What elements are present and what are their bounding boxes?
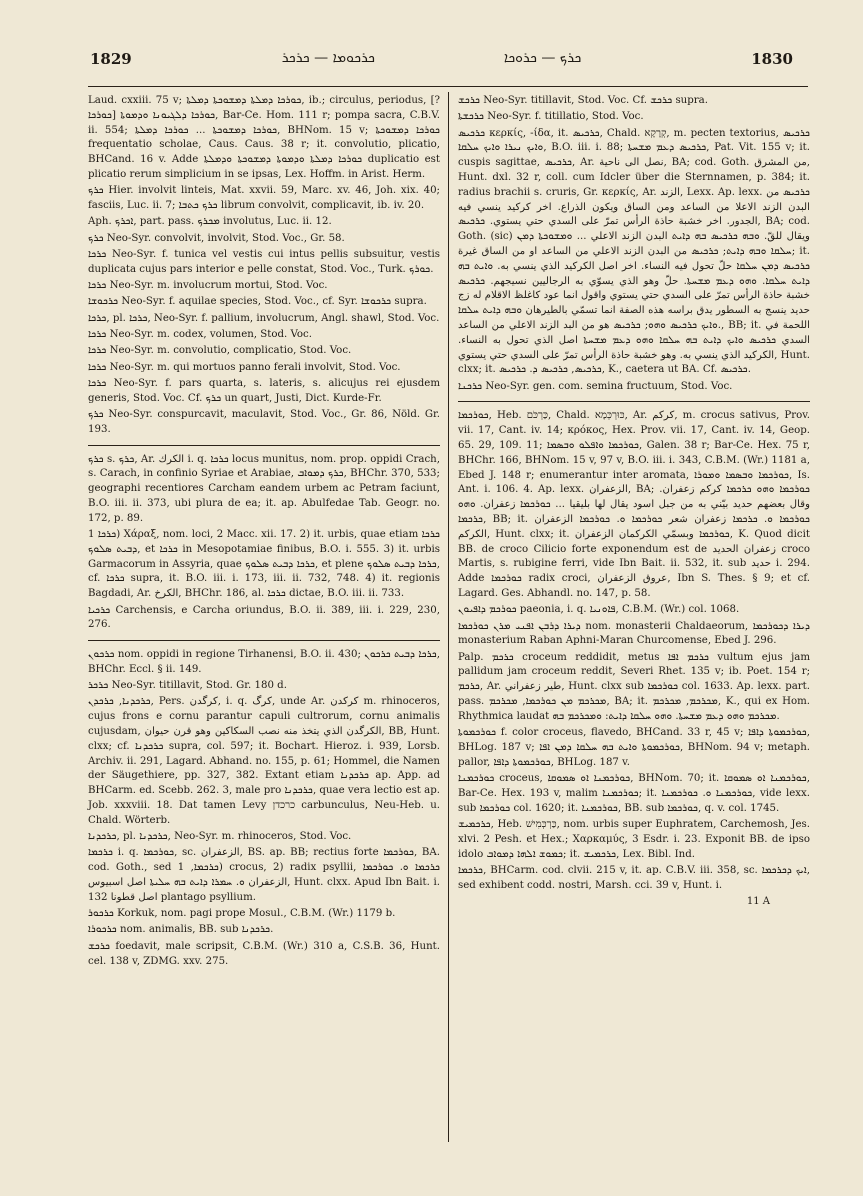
dictionary-entry: ܟܪܟܫ Neo-Syr. titillavit, Stod. Voc. Cf. ܟܪܟܫ supra. [458, 95, 708, 106]
section-rule [458, 401, 810, 402]
dictionary-entry: ܟܪܟܘܪ Korkuk, nom. pagi prope Mosul., C.B.M. (Wr.) 1179 b. [88, 908, 396, 920]
dictionary-entry: ܟܘܪܟܡ ܕܐܦܝܘܢ paeonia, i. q. ܦܐܘܢܝܐ, C.B.M. (Wr.) col. 1068. [458, 604, 740, 616]
dictionary-entry: Aph. ܐܟܪܟ, part. pass. ܡܟܪܟ involutus, Luc. ii. 12. [88, 216, 332, 228]
dictionary-entry: ܟܪܟܘܫܐ Neo-Syr. f. aquilae species, Stod. Voc., cf. Syr. ܟܪܟܘܫܐ supra. [88, 296, 427, 308]
running-title-right: ܟܪܟܘܡܐ — ܟܪܟܪ [281, 50, 375, 66]
running-title [0, 50, 863, 66]
dictionary-entry: ܟܪܟܐ, pl. ܟܪܟܐ, Neo-Syr. f. pallium, involucrum, Angl. shawl, Stod. Voc. [88, 312, 440, 324]
left-column [88, 94, 440, 971]
dictionary-entry: ܟܪܟܐ Neo-Syr. m. qui mortuos panno ferali involvit, Stod. Voc. [88, 361, 401, 373]
left-entries-c [88, 648, 440, 969]
dictionary-entry: ܟܪܟܘܪܐ nom. animalis, BB. sub ܟܪܟܕܢܐ. [88, 924, 274, 936]
dictionary-entry: ܟܪܟܐ Neo-Syr. m. codex, volumen, Stod. Voc. [88, 328, 312, 340]
section-rule [88, 640, 440, 641]
section-rule [88, 445, 440, 446]
dictionary-entry: ܟܪܟܫܬܐ Neo-Syr. f. titillatio, Stod. Voc. [458, 111, 644, 123]
dictionary-entry: ܟܪܟܐ 1) Χάραξ, nom. loci, 2 Macc. xii. 17. 2) it. urbis, quae etiam ܟܪܟܐ ܕܒܝܬ ܣܠܘܟ, et ܟܪܟܐ in Mesopotamiae finibus, B.O. i. 555. 3) it. urbis Garmacorum in Assyria, quae ܟܪܟܐ ܕܒܝܬ ܣܠܘܟ, et plene ܟܪܟܐ ܕܒܝܬ ܣܠܘܟ, cf. ܟܪܟܐ supra, it. B.O. iii. i. 173, iii. ii. 732, 748. 4) it. regionis Bagdadi, Ar. الكرخ, BHChr. 186, al. ܟܪܟܐ dictae, B.O. iii. ii. 733. [88, 529, 440, 600]
dictionary-entry: ܟܪܟ Neo-Syr. conspurcavit, maculavit, Stod. Voc., Gr. 86, Nöld. Gr. 193. [88, 408, 440, 435]
dictionary-entry: ܟܘܪܟܡܢܐ croceus, ܟܘܪܟܡܢܐ ܐܘ ܣܡܘܩܐ, BHNom. 70; it. ܟܘܪܟܡܢܐ ܐܘ ܣܡܘܩܐ, Bar-Ce. Hex. 193 v, malim ܟܘܪܟܡܢܐ; it. ܟܘܪܟܡܢܐ ܘ. ܟܘܪܟܡܢܐ, vide lexx. sub ܟܘܪܟܡܐ col. 1620; it. ܟܘܪܟܡܢܐ, BB. sub ܟܘܪܟܡܐ, q. v. col. 1745. [458, 773, 810, 814]
right-column [458, 94, 810, 910]
dictionary-entry: ܟܪܟܫ foedavit, male scripsit, C.B.M. (Wr.) 310 a, C.S.B. 36, Hunt. cel. 138 v, ZDMG. xxv. 275. [88, 940, 440, 967]
dictionary-entry: Palp. ܟܪܟܡ croceum reddidit, metus ܟܪܟܡ ܐܦܐ vultum ejus jam pallidum jam croceum reddit, Severi Rhet. 135 v; ib. Poet. 154 r; ܟܪܟܡ, Ar. طير زعفراني, Hunt. clxx sub ܟܘܪܟܡܐ col. 1633. Ap. lexx. part. pass. ܡܟܪܟܡ ܡܢ ܟܘܪܟܡܐ, ܡܟܪܟܡ, BA; it. ܡܟܪܟܡ, ܡܟܪܟܡ, K., qui ex Hom. Rhythmica laudat ܡܟܪܟܡ ܘܗܘ ܕܥܡ ܡܫܚܬܐ. ܘܗܘ ܚܠܩܐ ܕܐܝܬ: ܘܡܟܪܟܡ ܒܗ. [458, 651, 811, 722]
dictionary-entry: ܟܪܟܡܐ i. q. ܟܘܪܟܡܐ, sc. الزعفران, BS. ap. BB; rectius forte ܟܘܪܟܡܐ, BA. cod. Goth., sed ܟܪܟܡܐ, 1) crocus, 2) radix psyllii, ܟܪܟܡܐ ܘ. ܟܘܪܟܡܐ الزعفران ܘ. ܚܡܪܐ ܕܐܝܬ ܒܗ ܚܠܝܬܐ اصل اسبيوس, Hunt. clxx. Apud Ibn Bait. i. 132 اصل قطونا plantago psyllium. [88, 847, 441, 903]
dictionary-entry: ܟܪܟܐ Neo-Syr. f. tunica vel vestis cui intus pellis subsuitur, vestis duplicata cujus pars interior e pelle constat, Stod. Voc., Turk. ܟܘܪܟ. [88, 248, 440, 275]
left-entries-a [88, 94, 440, 438]
dictionary-entry: ܟܪܟ Hier. involvit linteis, Mat. xxvii. 59, Marc. xv. 46, Joh. xix. 40; fasciis, Luc. ii. 7; ܟܪܟ ܟܬܒܐ librum convolvit, complicavit, ib. iv. 20. [88, 185, 440, 212]
dictionary-entry: ܟܪܟ Neo-Syr. convolvit, involvit, Stod. Voc., Gr. 58. [88, 232, 345, 244]
dictionary-entry: ܟܪܟܐ Neo-Syr. m. involucrum mortui, Stod. Voc. [88, 280, 328, 292]
right-page-number: 1830 [751, 50, 793, 68]
printer-signature: 11 A [746, 896, 770, 908]
column-divider [448, 92, 449, 1142]
dictionary-entry: ܟܪܟܡܐ, BHCarm. cod. clvii. 215 v, it. ap. C.B.V. iii. 358, sc. ܐܝܟ ܕܟܪܟܡܐ, sed exhibent codd. nostri, Marsh. cci. 39 v, Hunt. i. [458, 864, 811, 891]
dictionary-entry: ܟܪܟܕܢܐ, pl. ܟܪܟܕܢܐ, Neo-Syr. m. rhinoceros, Stod. Voc. [88, 831, 352, 843]
left-page-number: 1829 [90, 50, 132, 68]
dictionary-entry: ܟܪܟܪ Neo-Syr. titillavit, Stod. Gr. 180 d. [88, 680, 287, 692]
dictionary-entry: ܟܪܟܘܢ nom. oppidi in regione Tirhanensi, B.O. ii. 430; ܟܪܟܐ ܕܒܝܬ ܟܪܟܘܢ, BHChr. Eccl. § ii. 149. [88, 649, 440, 675]
dictionary-entry: Laud. cxxiii. 75 v; ܟܘܪܟܐ ܕܡܠܬܐ ܕܡܫܘܟܬܐ ܕܡܠܬܐ, ib.; circulus, periodus, [? ܟܘܪܟܐ] ܟܘܪܟܐ ܕܠܓܝܘܢܐ ܘܕܡܘܬܐ, Bar-Ce. Hom. 111 r; pompa sacra, C.B.V. ii. 554; ܟܘܪܟܐ ܕܡܫܘܟܬܐ ... ܟܘܪܟܐ ܕܡܠܬܐ, BHNom. 15 v; ܟܘܪܟܐ ܕܡܫܘܟܬܐ frequentatio scholae, Caus. Caus. 38 r; it. convolutio, plicatio, BHCand. 16 v. Adde ܟܘܪܟܐ ܕܡܠܬܐ ܘܕܡܘܬܐ ܕܡܫܘܟܬܐ ܘܕܡܠܬܐ duplicatio est plicatio rerum simplicium in se ipsas, Lex. Hoffm. in Arist. Herm. [88, 95, 441, 180]
dictionary-entry: ܟܪܟܕܢܐ, ܟܪܟܕܢ, Pers. كرگدن, i. q. كرگ, unde Ar. كركدن m. rhinoceros, cujus frons e cornu parantur capuli cultrorum, cornu animalis cujusdam, الكرگدن الذي يتخذ منه نصب السكاكين وهو قرن حيوان, BB, Hunt. clxx; cf. ܟܪܟܕܢܐ supra, col. 597; it. Bochart. Hieroz. i. 939, Lorsb. Archiv. ii. 291, Lagard. Abhand. no. 155, p. 61; Hommel, die Namen der Säugethiere, pp. 327, 382. Extant etiam ܟܪܟܕܢܐ ap. App. ad BHCarm. ed. Scebb. 262. 3, male pro ܟܪܟܕܢܐ, quae vera lectio est ap. Job. xxxviii. 18. Dat tamen Levy כרכדן carbunculus, Neu-Heb. u. Chald. Wörterb. [88, 696, 441, 826]
header-rule [88, 86, 808, 87]
running-title-left: ܟܪܟ — ܟܪܘܟܐ [503, 50, 582, 66]
dictionary-entry: ܟܪܟܝܐ Carchensis, e Carcha oriundus, B.O. ii. 389, iii. i. 229, 230, 276. [88, 604, 440, 631]
dictionary-entry: ܟܪܟܡܝܫ, Heb. כַּרְכְּמִישׁ, nom. urbis super Euphratem, Carchemosh, Jes. xlvi. 2 Pesh. et Hex.; Χαρκαμύς, 3 Esdr. i. 23. Exponit BB. de ipso idolo ܟܡܘܫ ܐܠܗܐ ܕܡܘܐܒ; it. ܟܪܟܡܝܫ, Lex. Bibl. Ind. [458, 818, 811, 860]
dictionary-entry: ܟܪܟܢܐ Neo-Syr. gen. com. semina fructuum, Stod. Voc. [458, 380, 733, 392]
right-entries-a [458, 94, 810, 394]
dictionary-entry: ܟܪܟܝܣ κερκίς, -ίδα, it. ܟܪܟܝܣ, Chald. קְרָקָא, m. pecten textorius, ܟܪܟܝܣ ܘܐܝܟ ܢܝܪܐ ܘܐܝܟ ܚܠܩܐ, B.O. iii. i. 88; ܟܪܟܝܣ ܕܥܡ ܡܫܚܬܐ, Pat. Vit. 155 v; it. cuspis sagittae, ܟܪܟܝܣ, Ar. نصل الى ناحية, BA; cod. Goth. من المشرق, Hunt. dxl. 32 r, coll. cum Idcler über die Sternnamen, p. 384; it. radius brachii s. cruris, Gr. κερκίς, Ar. الزند, Lexx. Ap. lexx. ܟܪܟܝܣ من البدن الزند الاعلا من الساعد ومن الساق ويكون الذراع. اخر كركيد ينسي فيه الجدور. اخر خشبة حاذة الرأس تمرّ على السدي حتي يستوي. ܟܪܟܝܣ, BA; cod. Goth. (sic) ويقال للقّ. ܘܒܗ ܟܪܟܝܣ ܒܗ ܕܐܝܬ البدن الزند الاعلي ... ܘܡܫܘܟܬܐ ܕܡܢ ܚܠܩܐ ܘܒܗ ܕܐܝܬ; ܟܪܟܝܣ من البدن الزند الاعلي من الساعد او من الساق غيرة; it. ܟܪܟܝܣ ܕܡܢ ܚܠܩܐ حلّ تحول فيه النساء. اخر اصل الكركيد الذي ينسي به. ܘܐܝܬ ܒܗ ܕܐܝܬ ܚܠܩܐ. ܘܗܘ ܕܥܡ ܡܫܚܬܐ. حلّ وهو الذي يسوّي به الرجاليين نسيجهم. ܟܪܟܝܣ خشبة حاذة الرأس تمرّ على السدي حتي يستوي واقول انما عود كاغلظ الاقلام له زج حديد ينسج به السطور يدق براسه هذه الصفة انما تسمّي بالطيرهان ܘܒܗ ܕܐܝܬ ܚܠܩܐ ܘܐܝܟ ܟܪܟܝܣ ܘܗܘ; ܟܪܟܝܣ هو من البد الزند الاعلي من الساعد., BB; it. اللحمة في السدي ܟܪܟܝܣ ܘܐܝܟ ܕܐܝܬ ܒܗ ܚܠܩܐ ܘܗܘ ܕܥܡ ܡܫܚܬܐ اصل الذي تحول به النساء. الكركيد الذي ينسي به. وهو خشبة حاذة الرأس تمرّ على السدي حتي يستوي, Hunt. clxx; it. ܟܪܟܝܣ, ܟܪܟܝܣ ܕ. ܟܪܟܝܣ, K., caetera ut BA. Cf. ܟܪܟܝܣ. [458, 127, 811, 376]
right-entries-b [458, 409, 810, 893]
dictionary-entry: ܟܘܪܟܡܘܬܐ f. color croceus, flavedo, BHCand. 33 r, 45 v; ܟܘܪܟܡܘܬܐ ܕܐܦܐ, BHLog. 187 v; ܟܘܪܟܡܘܬܐ ܘܐܝܬ ܒܗ ܚܠܩܐ ܕܡܢ ܐܦܐ, BHNom. 94 v; metaph. pallor, ܟܘܪܟܡܘܬܐ ܕܐܦܐ, BHLog. 187 v. [458, 727, 811, 768]
dictionary-entry: ܟܘܪܟܡܐ, Heb. כַּרְכֹּם, Chald. כּוּרְכְּמָא, Ar. كركم, m. crocus sativus, Prov. vii. 17, Cant. iv. 14; κρόκος, Hex. Prov. vii. 17, Cant. iv. 14, Geop. 65. 29, 109. 11; ܟܘܪܟܡܐ ܘܐܦܠܘ ܘܒܣܡܐ, Galen. 38 r; Bar-Ce. Hex. 75 r, BHChr. 166, BHNom. 15 v, 97 v, B.O. iii. i. 343, C.B.M. (Wr.) 1181 a, Ebed J. 148 r; enumerantur inter aromata, ܟܘܪܟܡܐ ܘܒܣܡܐ ܘܡܘܪܐ, Is. Ant. i. 106. 4. Ap. lexx. الزعفران, BA; ܟܘܪܟܡܐ ܘܗܘ ܟܪܟܡܐ كركم زعفران. وقال بعضهم حديد بيّني به من جبل اسود يقال لها بليقيا ... ܟܘܪܟܡܐ زعفران. ܘܗܘ ܟܪܟܡܐ, BB; it. ܟܘܪܟܡܐ ܘ. ܟܪܟܡܐ زعفران شعر ܟܘܪܟܡܐ ܘ. ܟܘܪܟܡܐ الزعفران الكركم, Hunt. clxx; it. ܟܘܪܟܡܐ وبسمّي الكركمان الزعفران, K. Quod dicit BB. de croco Cilicio forte exponendum est de زعفران الحديد croco Martis, s. rubigine ferri, vide Ibn Bait. ii. 532, it. sub حديد i. 294. Adde ܟܘܪܟܡܐ radix croci, عروق الزعفران, Ibn S. Thes. § 9; et cf. Lagard. Ges. Abhandl. no. 147, p. 58. [458, 410, 811, 599]
dictionary-entry: ܟܪܟܐ Neo-Syr. m. convolutio, complicatio, Stod. Voc. [88, 345, 352, 357]
left-entries-b [88, 453, 440, 634]
dictionary-entry: ܕܝܪܐ ܕܪܒܢ ܐܦܢܝ ܡܪܢ ܟܘܪܟܡܐ nom. monasterii Chaldaeorum, ܕܝܪܐ ܕܟܘܪܟܡܐ monasterium Raban Aphni-Maran Churcomense, Ebed J. 296. [458, 620, 810, 647]
dictionary-entry: ܟܪܟ s. ܟܪܟ, Ar. الكرك i. q. ܟܪܟܐ locus munitus, nom. prop. oppidi Crach, s. Carach, in confinio Syriae et Arabiae, ܟܪܟ ܕܡܘܐܒ, BHChr. 370, 533; geographi recentiores Carcham eandem urbem ac Petram faciunt, B.O. iii. ii. 373, ubi plura de ea; it. ap. Abulfedae Tab. Geogr. no. 172, p. 89. [88, 453, 440, 524]
dictionary-entry: ܟܪܟܐ Neo-Syr. f. pars quarta, s. lateris, s. alicujus rei ejusdem generis, Stod. Voc. Cf. ܟܪܟ un quart, Justi, Dict. Kurde-Fr. [88, 377, 440, 404]
